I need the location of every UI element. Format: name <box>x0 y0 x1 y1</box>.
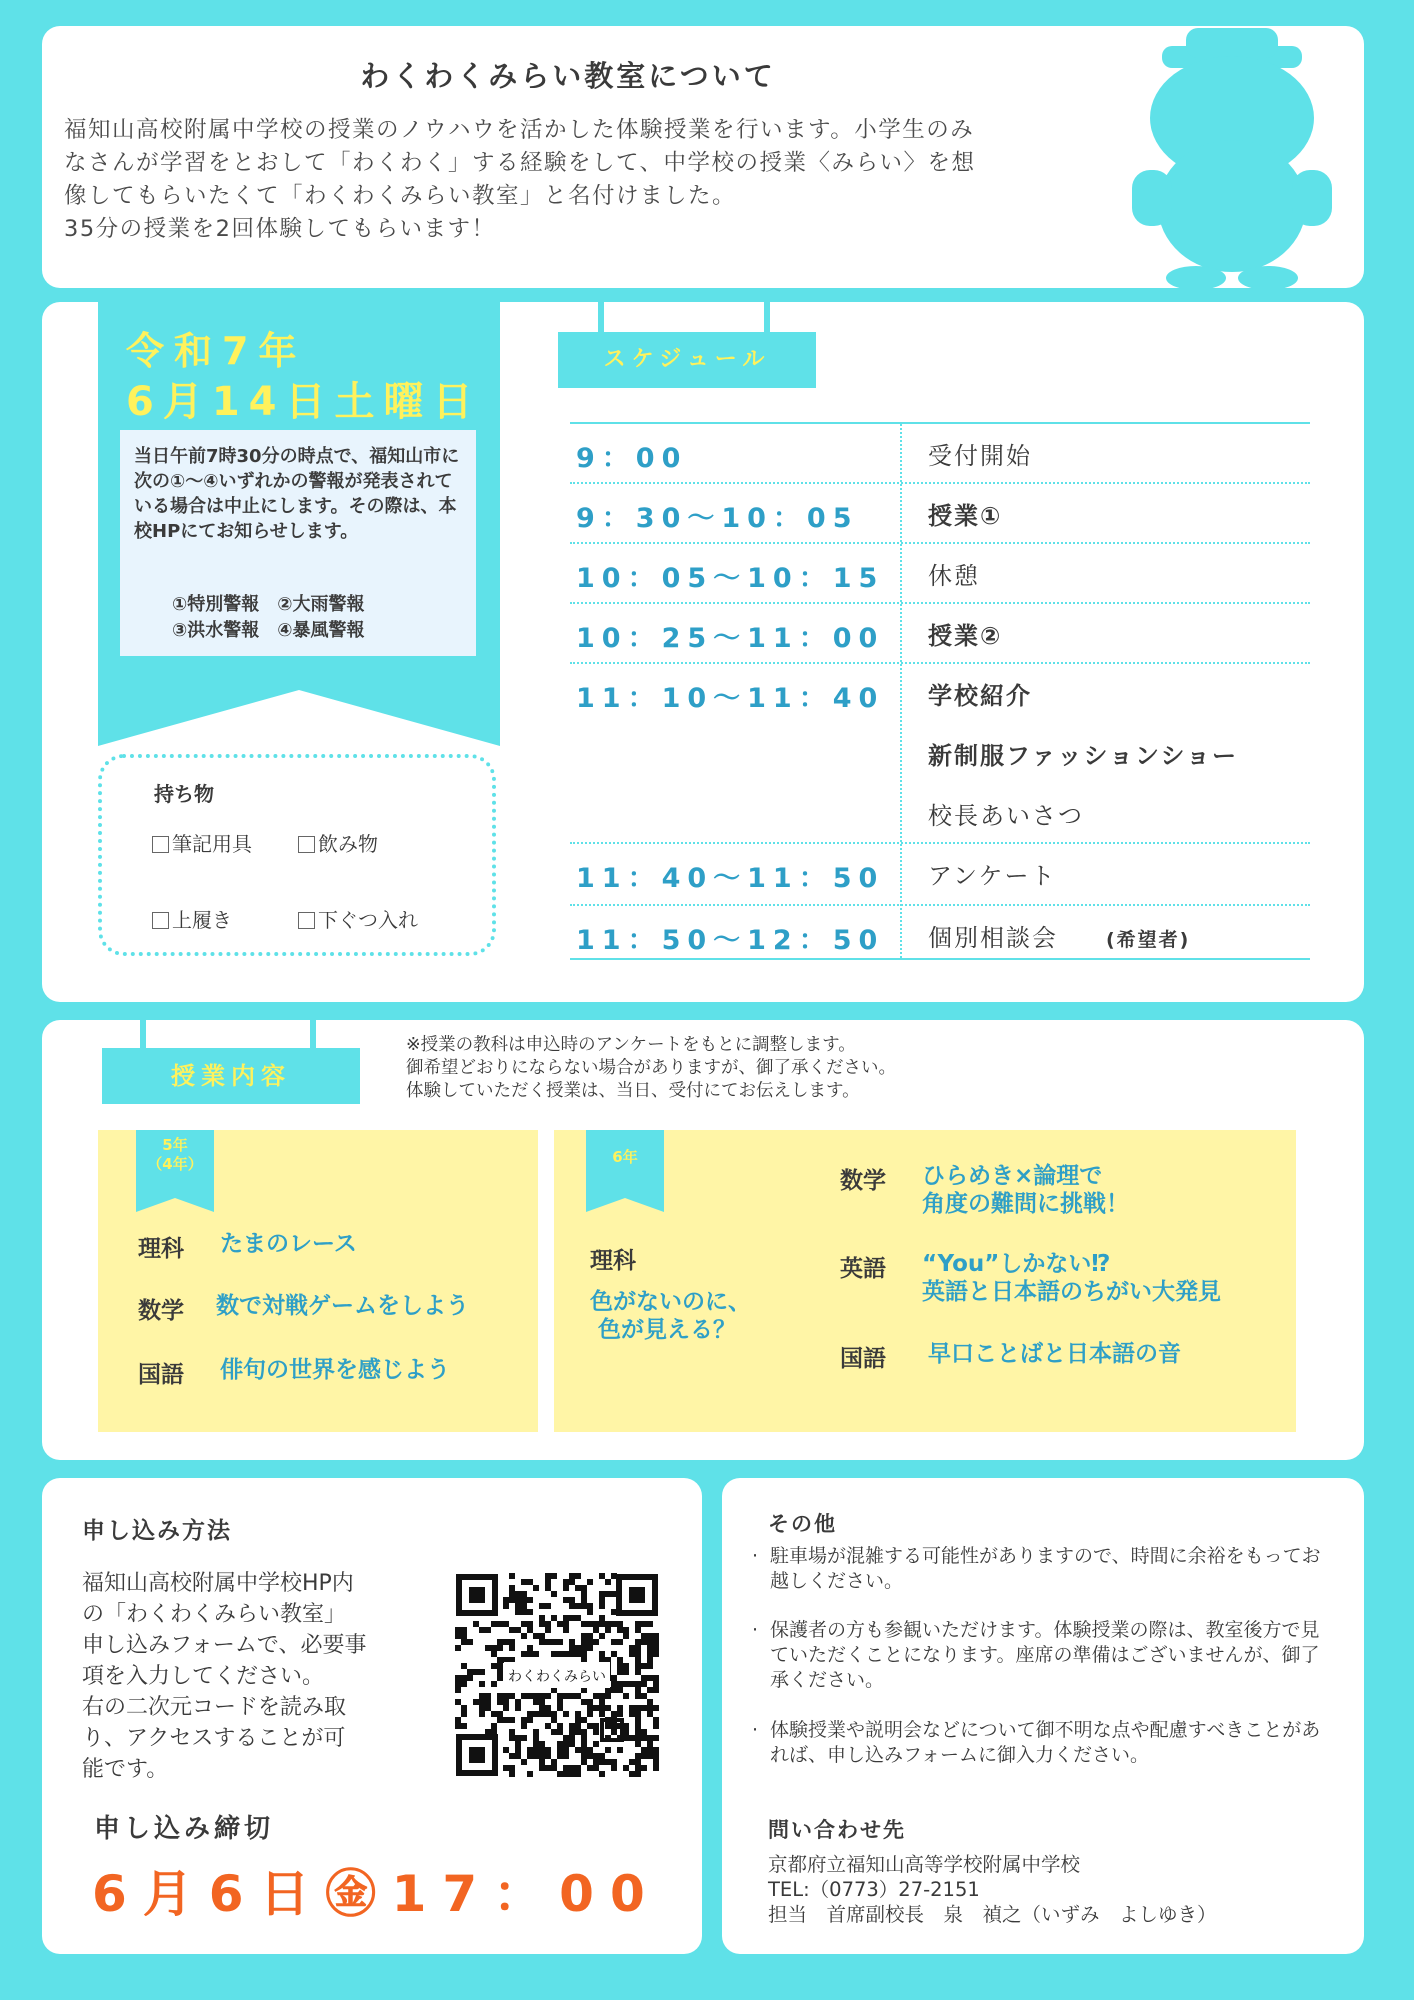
contact-details <box>768 1852 1348 1927</box>
belongings-item: 飲み物 <box>298 828 378 857</box>
schedule-row <box>570 602 1310 662</box>
tab-hanger <box>140 1020 146 1050</box>
lesson-topic: “You”しかない⁉ 英語と日本語のちがい大発見 <box>922 1251 1221 1305</box>
checkbox-icon <box>152 836 169 853</box>
schedule-time: 10：25～11：00 <box>576 623 885 654</box>
schedule-row <box>570 482 1310 542</box>
schedule-row <box>570 542 1310 602</box>
lessons-note-line: ※授業の教科は申込時のアンケートをもとに調整します。 <box>406 1035 856 1055</box>
application-section <box>42 1478 702 1954</box>
lessons-note <box>406 1034 1106 1103</box>
subject-name: 理科 <box>138 1236 184 1262</box>
belongings-item: 上履き <box>152 904 232 933</box>
schedule-time: 11：40～11：50 <box>576 863 885 894</box>
schedule-desc: 授業② <box>928 622 1003 650</box>
contact-person: 担当 首席副校長 泉 禎之（いずみ よしゆき） <box>768 1903 1217 1926</box>
qr-code-icon[interactable] <box>454 1572 660 1778</box>
grade6-label: 6年 <box>612 1148 638 1166</box>
info-bullet: · 駐車場が混雑する可能性がありますので、時間に余裕をもってお越しください。 <box>752 1545 1321 1592</box>
application-title: 申し込み方法 <box>82 1518 232 1544</box>
event-date: 6月14日土曜日 <box>126 379 482 425</box>
schedule-desc: アンケート <box>928 862 1057 890</box>
grade-ribbon-icon <box>586 1130 664 1212</box>
about-title: わくわくみらい教室について <box>360 59 776 93</box>
schedule-tab-label: スケジュール <box>558 332 816 388</box>
subject-name: 数学 <box>138 1298 184 1324</box>
schedule-desc: 授業① <box>928 502 1003 530</box>
subject-name: 国語 <box>840 1346 886 1372</box>
qr-label: わくわくみらい <box>508 1669 606 1685</box>
application-instructions: 福知山高校附属中学校HP内 の「わくわくみらい教室」 申し込みフォームで、必要事 項を入力してください。 右の二次元コードを読み取 り、アクセスすることが可 能です。 <box>82 1571 367 1782</box>
lessons-note-line: 体験していただく授業は、当日、受付にてお伝えします。 <box>406 1081 860 1101</box>
checkbox-icon <box>298 912 315 929</box>
schedule-time: 9：00 <box>576 443 688 474</box>
other-info-section <box>722 1478 1364 1954</box>
checkbox-icon <box>298 836 315 853</box>
grade5-box <box>98 1130 538 1432</box>
subject-name: 国語 <box>138 1362 184 1388</box>
lesson-topic: 数で対戦ゲームをしよう <box>216 1293 469 1319</box>
info-bullet: · 保護者の方も参観いただけます。体験授業の際は、教室後方で見ていただくことになります。座席の準備はございませんが、御了承ください。 <box>752 1619 1320 1691</box>
schedule-row <box>570 662 1310 842</box>
info-bullet: · 体験授業や説明会などについて御不明な点や配慮すべきことがあれば、申し込みフォームに御入力ください。 <box>752 1719 1321 1766</box>
about-line: なさんが学習をとおして「わくわく」する経験をして、中学校の授業〈みらい〉を想 <box>64 150 976 176</box>
schedule-row <box>570 422 1310 482</box>
about-line: 35分の授業を2回体験してもらいます！ <box>64 216 496 242</box>
schedule-time: 10：05～10：15 <box>576 563 885 594</box>
lessons-note-line: 御希望どおりにならない場合がありますが、御了承ください。 <box>406 1058 896 1078</box>
lesson-topic: たまのレース <box>220 1231 357 1257</box>
checkbox-icon <box>152 912 169 929</box>
schedule-bottom-line <box>570 958 1310 960</box>
about-section <box>42 26 1364 288</box>
other-info-title: その他 <box>768 1512 837 1536</box>
consult-note: (希望者) <box>1106 929 1191 951</box>
belongings-item: 筆記用具 <box>152 828 252 857</box>
about-line: 福知山高校附属中学校の授業のノウハウを活かした体験授業を行います。小学生のみ <box>64 117 975 143</box>
schedule-row <box>570 904 1310 966</box>
schedule-section <box>42 302 1364 1002</box>
lessons-section <box>42 1020 1364 1460</box>
schedule-desc: 休憩 <box>928 562 980 590</box>
schedule-time: 11：10～11：40 <box>576 683 885 714</box>
lesson-topic: 早口ことばと日本語の音 <box>928 1341 1181 1367</box>
subject-name: 理科 <box>590 1248 636 1274</box>
about-line: 像してもらいたくて「わくわくみらい教室」と名付けました。 <box>64 183 737 209</box>
schedule-time: 9：30～10：05 <box>576 503 859 534</box>
contact-phone[interactable]: TEL:（0773）27-2151 <box>768 1878 980 1901</box>
schedule-table <box>570 422 1310 966</box>
schedule-desc: 受付開始 <box>928 442 1032 470</box>
deadline-datetime: 6月6日㊎17：00 <box>92 1865 661 1923</box>
schedule-desc: 校長あいさつ <box>928 802 1084 830</box>
schedule-desc: 個別相談会 (希望者) <box>928 924 1191 952</box>
subject-name: 英語 <box>840 1256 886 1282</box>
cancellation-notice: 当日午前7時30分の時点で、福知山市に次の①～④いずれかの警報が発表されている場合は中止にします。その際は、本校HPにてお知らせします。 <box>134 446 460 542</box>
schedule-desc: 新制服ファッションショー <box>928 742 1238 770</box>
warning-list-row: ③洪水警報 ④暴風警報 <box>172 620 365 641</box>
contact-title: 問い合わせ先 <box>768 1818 906 1842</box>
warning-list-row: ①特別警報 ②大雨警報 <box>172 594 365 615</box>
lessons-tab-label: 授業内容 <box>102 1048 360 1104</box>
belongings-item: 下ぐつ入れ <box>298 904 418 933</box>
deadline-title: 申し込み締切 <box>94 1814 275 1844</box>
mascot-silhouette-icon <box>1122 20 1352 288</box>
subject-name: 数学 <box>840 1168 886 1194</box>
tab-hanger <box>598 302 604 334</box>
schedule-desc: 学校紹介 <box>928 682 1032 710</box>
contact-school: 京都府立福知山高等学校附属中学校 <box>768 1853 1081 1876</box>
tab-hanger <box>310 1020 316 1050</box>
schedule-time: 11：50～12：50 <box>576 925 885 956</box>
belongings-title: 持ち物 <box>154 782 214 806</box>
tab-hanger <box>764 302 770 334</box>
event-year: 令和7年 <box>126 329 307 373</box>
lesson-topic: 俳句の世界を感じよう <box>220 1357 450 1383</box>
grade6-box <box>554 1130 1296 1432</box>
lesson-topic: 色がないのに、 色が見える？ <box>590 1289 751 1343</box>
grade5-label: 5年 （4年） <box>147 1136 203 1173</box>
lesson-topic: ひらめき×論理で 角度の難問に挑戦！ <box>922 1163 1129 1217</box>
about-description <box>64 114 1144 246</box>
schedule-row <box>570 842 1310 904</box>
